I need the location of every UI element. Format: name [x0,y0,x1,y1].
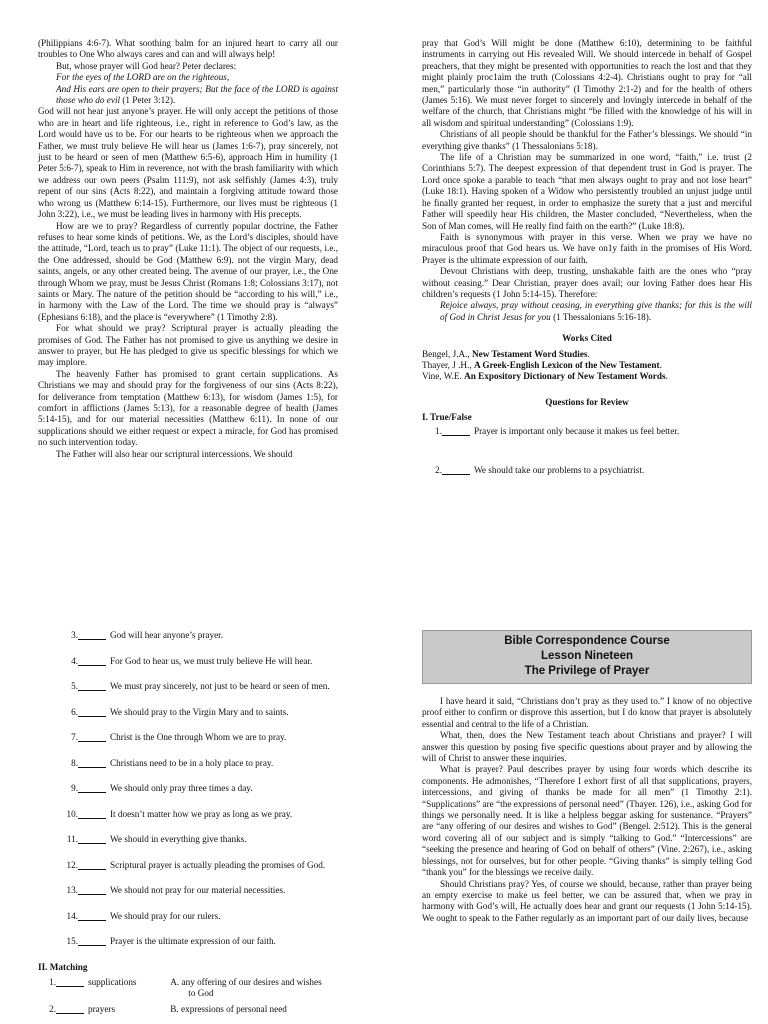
section-heading: II. Matching [38,961,88,972]
answer-blank[interactable] [78,936,106,946]
paragraph: (Philippians 4:6-7). What soothing balm for an injured heart to carry all our troubles to One Who always cares and can and will always help! [38,38,338,60]
works-cited-item: Thayer, J .H., A Greek-English Lexicon of the New Testament. [422,359,662,370]
review-question: 5. We must pray sincerely, not just to be heard or seen of men. [71,681,330,691]
review-question: 10. It doesn’t matter how we pray as long as we pray. [66,808,293,819]
review-question: 4. For God to hear us, we must truly believe He will hear. [71,655,313,666]
scripture-quote: Rejoice always, pray without ceasing, in everything give thanks; for this is the will of God in Christ Jesus for you (1 Thessalonians 5:16-18). [440,300,752,322]
review-question: 3. God will hear anyone’s prayer. [71,630,224,640]
lesson-header [422,630,752,684]
course-title: Bible Correspondence Course [504,635,670,647]
paragraph: Christians of all people should be thankful for the Father’s blessings. We should “in everything give thanks” (1 Thessalonians 5:18). [422,129,752,151]
answer-blank[interactable] [78,630,106,640]
top-right-column [422,38,752,505]
answer-blank[interactable] [78,809,106,819]
answer-blank[interactable] [442,465,470,475]
works-cited-title: Works Cited [562,333,612,344]
scripture-reference: (1 Thessalonians 5:16-18). [550,311,652,322]
review-title: Questions for Review [545,396,629,407]
paragraph: I have heard it said, “Christians don’t pray as they used to.” I know of no objective proof either to confirm or disprove this assertion, but I do know that prayer is absolutely essential and central to the life of a Christian. [422,696,752,729]
section-heading: I. True/False [422,412,472,423]
bottom-left-column [38,630,348,1015]
review-question: 15. Prayer is the ultimate expression of our faith. [66,936,276,946]
paragraph: pray that God’s Will might be done (Matthew 6:10), determining to be faithful instruments in carrying out His revealed Will. We should intercede in behalf of Gospel preachers, that they might be presented with opportunities to reach the lost and that they might plainly proc1aim the truth (Colossians 4:2-4). Christians ought to pray for “all men,” particularly those “in authority” (I Timothy 2:1-2) and for the health of others (James 5:16). We must never forget to sincerely and lovingly intercede in behalf of the welfare of the church, that Christians might “be filled with the knowledge of his will in all wisdom and spiritual understanding” (Colossians 1:9). [422,38,752,128]
paragraph: The life of a Christian may be summarized in one word, “faith,” i.e. trust (2 Corinthians 5:7). The deepest expression of that dependent trust in God is prayer. The Lord once spoke a parable to teach “that men always ought to pray and not lose heart” (Luke 18:1). Having spoken of a Widow who persistently troubled an unjust judge until he finally granted her request, in order to emphasize the surety that a just and merciful Father will speedily hear His children, the Master concluded, “Nevertheless, when the Son of Man comes, will He really find faith on the earth?” (Luke 18:8). [422,152,752,231]
answer-blank[interactable] [78,911,106,921]
answer-blank[interactable] [56,977,84,987]
top-left-column [38,38,338,460]
review-question: 12. Scriptural prayer is actually pleading the promises of God. [66,859,326,870]
works-cited-item: Bengel, J.A., New Testament Word Studies. [422,348,590,359]
answer-blank[interactable] [78,656,106,666]
paragraph: Faith is synonymous with prayer in this verse. When we pray we have no miraculous proof that God hears us. We have on1y faith in the promises of His Word. Prayer is the ultimate expression of our faith. [422,231,752,265]
works-cited-item: Vine, W.E. An Expository Dictionary of New Testament Words. [422,371,668,382]
scripture-quote: For the eyes of the LORD are on the righteous, [56,72,230,83]
answer-blank[interactable] [78,681,106,691]
paragraph: For what should we pray? Scriptural prayer is actually pleading the promises of God. The Father has not promised to give us anything we desire in answer to prayer, but He has pledged to give us specific blessings for which we may implore. [38,323,338,368]
lesson-number: Lesson Nineteen [540,650,634,662]
answer-blank[interactable] [78,732,106,742]
paragraph: The Father will also hear our scriptural intercessions. We should [56,448,293,459]
answer-blank[interactable] [78,834,106,844]
scripture-reference: (1 Peter 3:12). [120,95,176,106]
matching-row: 2. prayers B. expressions of personal need [49,1003,287,1014]
answer-blank[interactable] [78,758,106,768]
review-question: 8. Christians need to be in a holy place to pray. [71,757,274,768]
answer-blank[interactable] [78,885,106,895]
paragraph: The heavenly Father has promised to grant certain supplications. As Christians we may and should pray for the forgiveness of our sins (Acts 8:22), for deliverance from temptation (Matthew 6:13), for wisdom (James 1:5), for comfort in afflictions (James 5:13), for a reasonable degree of health (James 5:14-15), and for our material necessities (Matthew 6:11). In none of our supplications should we either request or expect a miracle, for God has promised no such intervention today. [38,368,338,448]
review-question: 7. Christ is the One through Whom we are to pray. [71,732,287,742]
bottom-right-column [422,630,752,924]
review-question: 9. We should only pray three times a day. [71,783,253,793]
review-question: 2. We should take our problems to a psychiatrist. [435,465,645,476]
review-question: 6. We should pray to the Virgin Mary and to saints. [71,706,289,717]
review-question: 11. We should in everything give thanks. [66,834,247,844]
lesson-title: The Privilege of Prayer [524,665,650,677]
paragraph: What, then, does the New Testament teach about Christians and prayer? I will answer this question by posing five specific questions about prayer and by allowing the will of Christ to answer these inquiries. [422,730,752,764]
paragraph: What is prayer? Paul describes prayer by using four words which describe its components. He admonishes, “Therefore I exhort first of all that supplications, prayers, intercessions, and giving of thanks be made for all men” (1 Timothy 2:1). “Supplications” are “the expressions of personal need” (Thayer. 126), i.e., asking God for things we personally need. It is like a helpless beggar asking for sustenance. “Prayers” are “any offering of our desires and wishes to God” (Bengel. 2:512). This is the general word covering all of our subject and is simply “talking to God.” “Intercessions” are “seeking the presence and hearing of God on behalf of others” (Vine. 2:267), i.e., asking blessings, not for ourselves, but for other people. “Giving thanks” is simply telling God “thank you” for the blessings we receive daily. [422,764,752,878]
review-question: 14. We should pray for our rulers. [66,910,221,921]
answer-blank[interactable] [442,426,470,436]
paragraph: Should Christians pray? Yes, of course we should, because, rather than prayer being an empty exercise to make us feel better, we can be assured that, when we pray in harmony with God’s will, He actually does hear and grant our requests (1 John 5:14-15). We ought to speak to the Father regularly as an important part of our daily lives, because [422,878,752,923]
answer-blank[interactable] [78,707,106,717]
paragraph: Devout Christians with deep, trusting, unshakable faith are the ones who “pray without ceasing.” Dear Christian, prayer does avail; our loving Father does hear His children’s requests (1 John 5:14-15). Therefore: [422,266,752,299]
answer-blank[interactable] [78,783,106,793]
paragraph: God will not hear just anyone’s prayer. He will only accept the petitions of those who are in heart and life righteous, i.e., right in reference to God’s law, as the Lord would have us to be. For our hearts to be righteous when we approach the Father, we must truly believe He will hear us (James 1:6-7), pray sincerely, not just to be heard or seen of men (Matthew 6:5-6), approach Him in humility (1 Peter 5:6-7), speak to Him in reverence, not with the brash familiarity with which we address our own peers (Psalm 111:9), not ask selfishly (James 4:3), truly repent of our sins (Acts 8:22), and maintain a forgiving attitude toward those who wrong us (Matthew 6:14-15). Furthermore, our lives must be righteous (1 John 3:22), i.e., we must be leading lives in harmony with His precepts. [38,106,338,220]
answer-blank[interactable] [78,860,106,870]
review-question: 1. Prayer is important only because it makes us feel better. [435,425,680,436]
scripture-quote: And His ears are open to their prayers; But the face of the LORD is against those who do evil (1 Peter 3:12). [56,83,338,106]
paragraph: But, whose prayer will God hear? Peter declares: [56,60,237,71]
paragraph: How are we to pray? Regardless of currently popular doctrine, the Father refuses to hear some kinds of petitions. We, as the Lord’s disciples, should have the attitude, “Lord, teach us to pray” (Luke 11:1). The object of our requests, i.e., the One addressed, should be God (Matthew 6:9). not the virgin Mary, dead saints, angels, or any other created being. The avenue of our prayer, i.e., the One through Whom we pray, must be Jesus Christ (Romans 1:8; Colossians 3:17), not saints or Mary. The nature of the petition should be “according to his will,” i.e., in harmony with the Law of the Lord. The time we should pray is “always” (Ephesians 6:18), and the place is “everywhere” (1 Timothy 2:8). [38,220,338,322]
review-question: 13. We should not pray for our material necessities. [66,885,286,895]
matching-row: 1. supplications A. any offering of our desires and wishes to God [49,976,322,999]
answer-blank[interactable] [56,1004,84,1014]
